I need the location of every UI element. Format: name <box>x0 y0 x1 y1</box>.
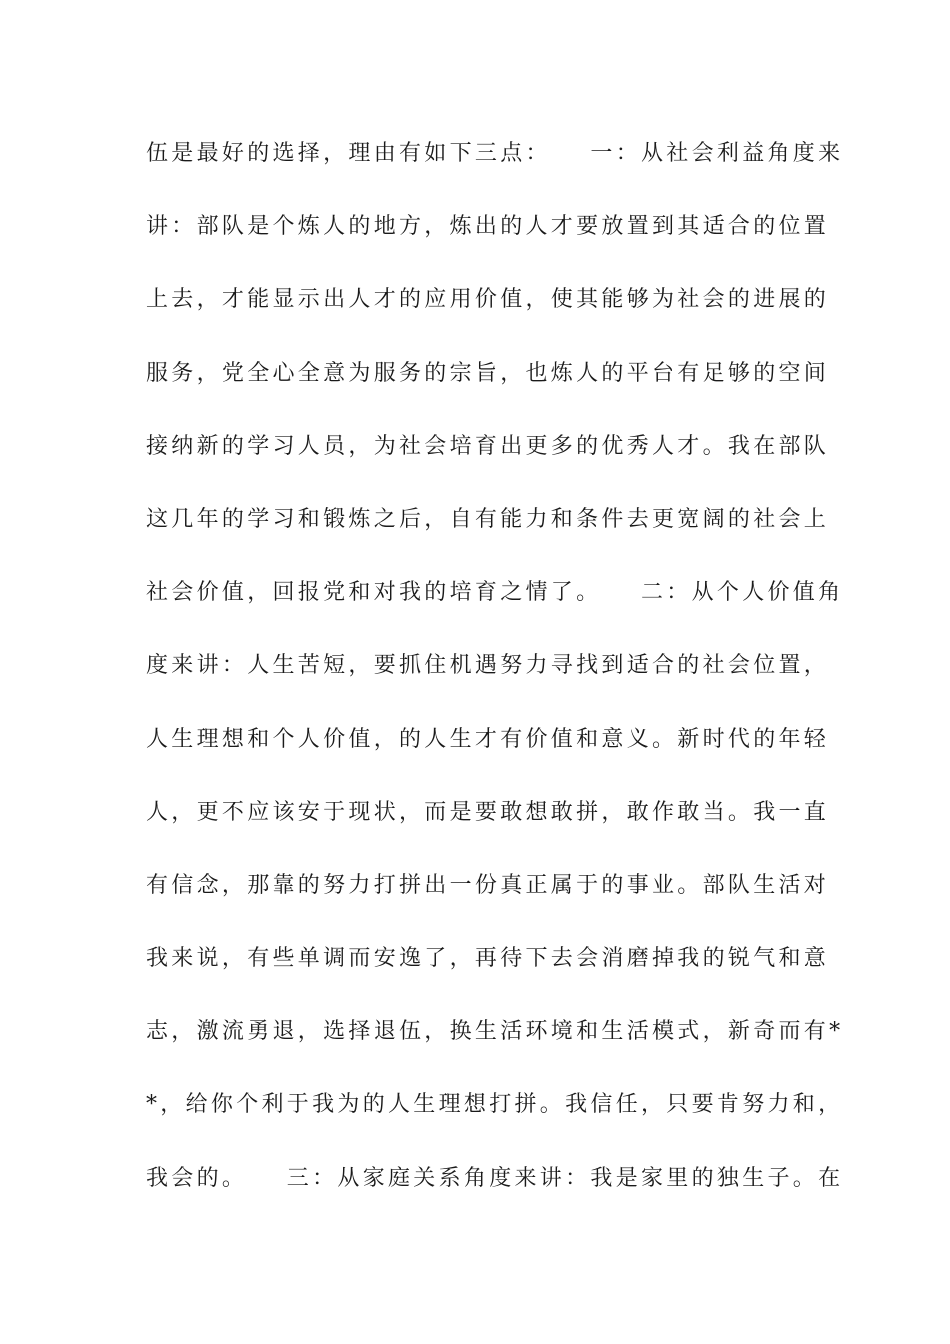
text-line-10: 人，更不应该安于现状，而是要敢想敢拼，敢作敢当。我一直 <box>146 799 830 825</box>
body-text <box>146 136 844 1234</box>
text-line-14: *，给你个利于我为的人生理想打拼。我信任，只要肯努力和， <box>146 1092 844 1118</box>
text-line-7: 社会价值，回报党和对我的培育之情了。 二：从个人价值角 <box>146 580 844 606</box>
text-line-8: 度来讲：人生苦短，要抓住机遇努力寻找到适合的社会位置， <box>146 653 830 679</box>
text-line-11: 有信念，那靠的努力打拼出一份真正属于的事业。部队生活对 <box>146 872 830 898</box>
text-line-13: 志，激流勇退，选择退伍，换生活环境和生活模式，新奇而有* <box>146 1019 844 1045</box>
text-line-2: 讲：部队是个炼人的地方，炼出的人才要放置到其适合的位置 <box>146 214 830 240</box>
text-line-15: 我会的。 三：从家庭关系角度来讲：我是家里的独生子。在 <box>146 1165 844 1191</box>
text-line-4: 服务，党全心全意为服务的宗旨，也炼人的平台有足够的空间 <box>146 360 830 386</box>
text-line-5: 接纳新的学习人员，为社会培育出更多的优秀人才。我在部队 <box>146 433 830 459</box>
text-line-12: 我来说，有些单调而安逸了，再待下去会消磨掉我的锐气和意 <box>146 946 830 972</box>
text-line-6: 这几年的学习和锻炼之后，自有能力和条件去更宽阔的社会上 <box>146 506 830 532</box>
text-line-3: 上去，才能显示出人才的应用价值，使其能够为社会的进展的 <box>146 287 830 313</box>
text-line-1: 伍是最好的选择，理由有如下三点： 一：从社会利益角度来 <box>146 141 844 166</box>
text-line-9: 人生理想和个人价值，的人生才有价值和意义。新时代的年轻 <box>146 726 830 752</box>
